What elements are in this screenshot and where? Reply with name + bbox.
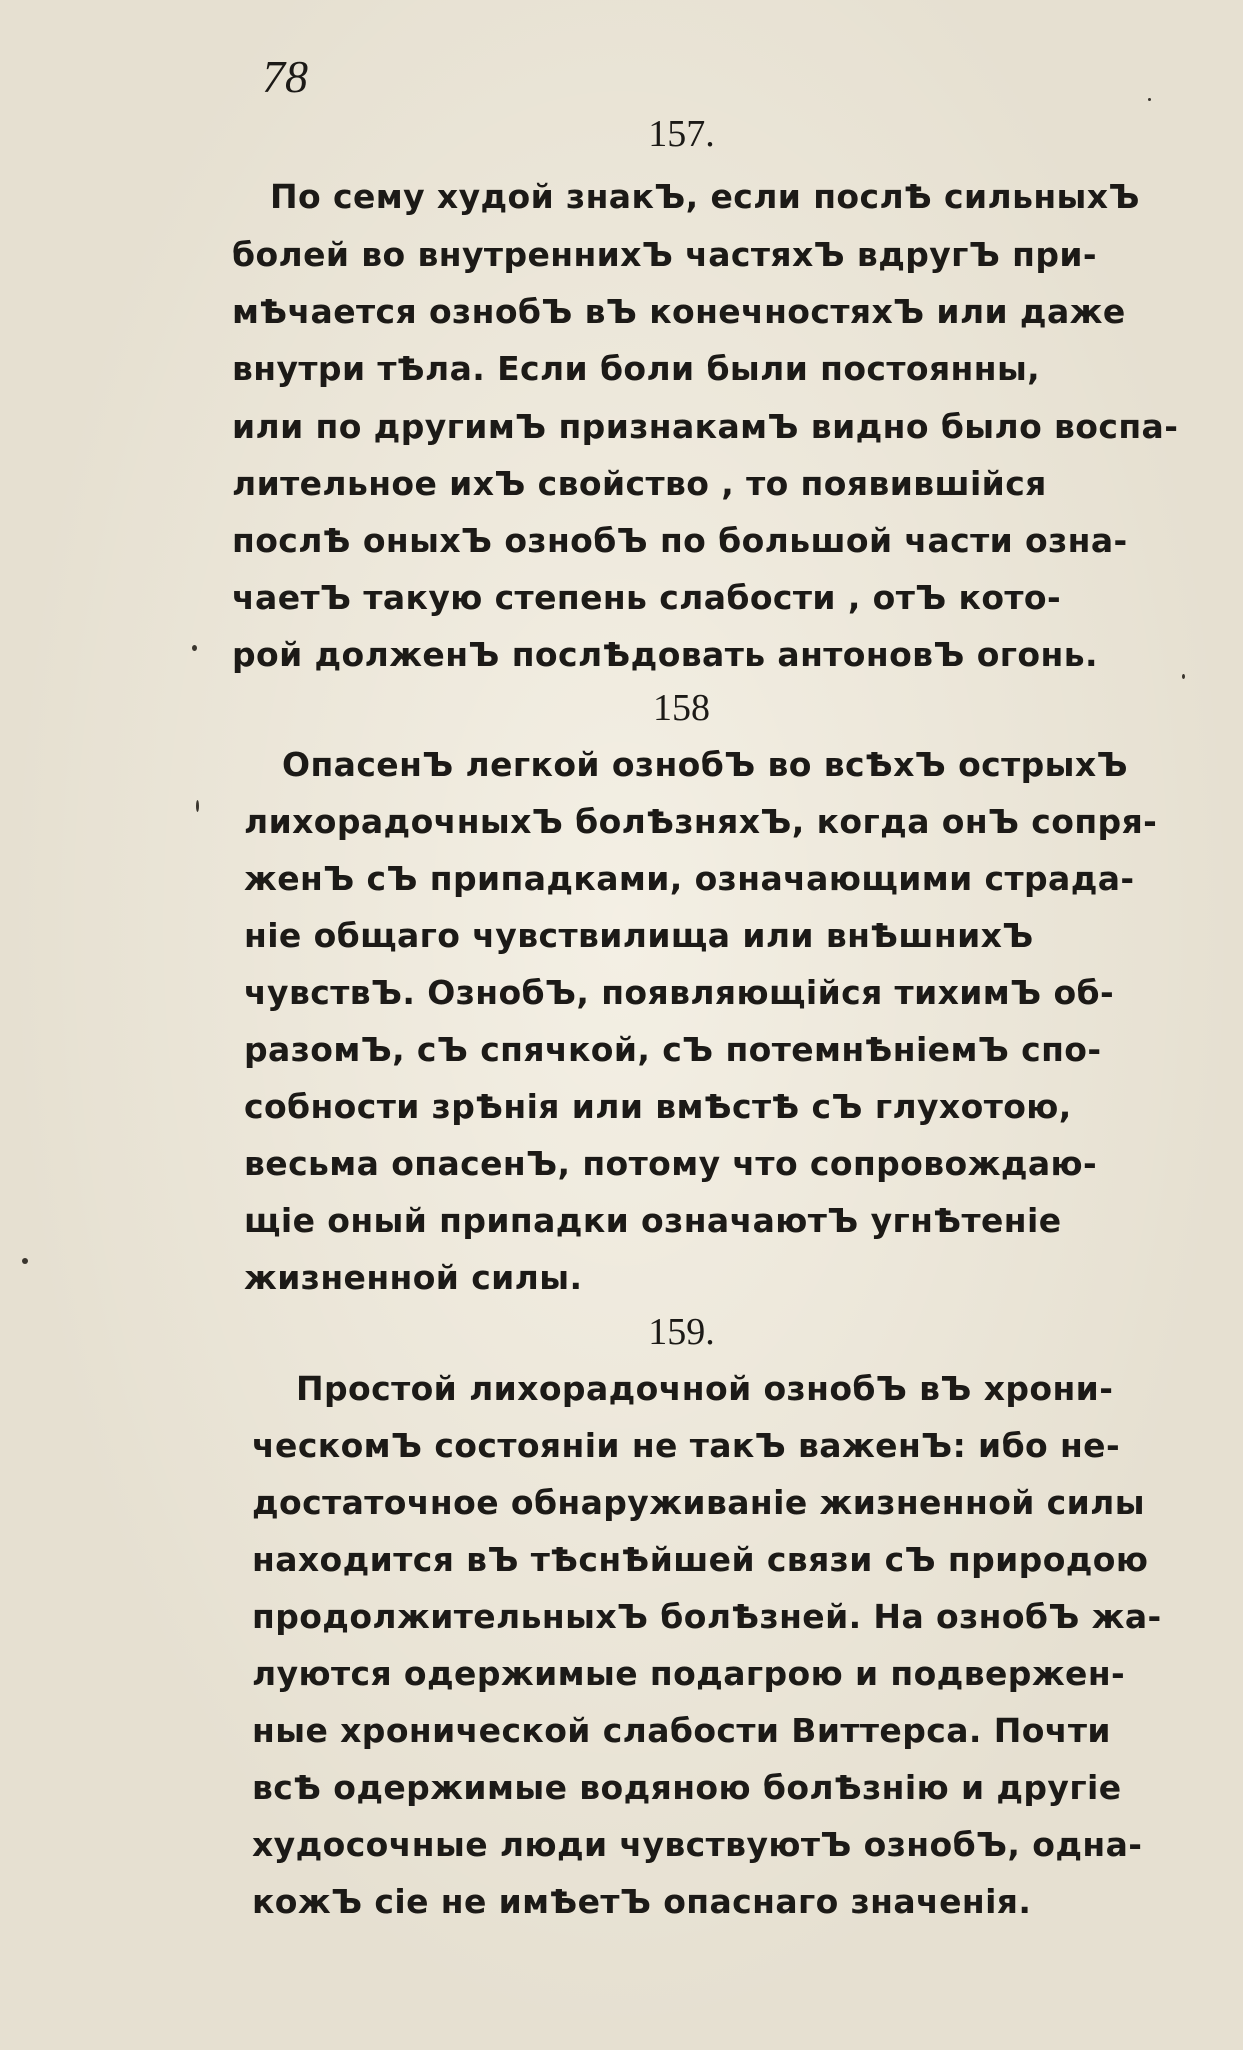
text-line: ческомЪ состояніи не такЪ важенЪ: ибо не- — [252, 1426, 1121, 1465]
text-line: женЪ сЪ припадками, означающими страда- — [244, 859, 1135, 898]
scan-speck — [22, 1258, 28, 1264]
text-line: ОпасенЪ легкой ознобЪ во всѢхЪ острыхЪ — [282, 745, 1128, 784]
text-line: весьма опасенЪ, потому что сопровождаю- — [244, 1144, 1098, 1183]
scan-speck — [1182, 674, 1185, 679]
text-line: По сему худой знакЪ, если послѢ сильныхЪ — [270, 177, 1140, 216]
page-number: 78 — [262, 51, 308, 102]
text-line: ніе общаго чувствилища или внѢшнихЪ — [244, 916, 1034, 955]
text-line: внутри тѢла. Если боли были постоянны, — [232, 349, 1041, 388]
text-line: чаетЪ такую степень слабости , отЪ кото- — [232, 578, 1062, 617]
text-line: луются одержимые подагрою и подвержен- — [252, 1654, 1126, 1693]
text-line: мѢчается ознобЪ вЪ конечностяхЪ или даже — [232, 292, 1126, 331]
text-line: рой долженЪ послѢдовать антоновЪ огонь. — [232, 635, 1098, 674]
text-line: ные хронической слабости Виттерса. Почти — [252, 1711, 1111, 1750]
text-line: или по другимЪ признакамЪ видно было воспа- — [232, 407, 1179, 446]
text-line: находится вЪ тѢснѢйшей связи сЪ природою — [252, 1540, 1149, 1579]
text-line: всѢ одержимые водяною болѢзнію и другіе — [252, 1768, 1122, 1807]
text-line: послѢ оныхЪ ознобЪ по большой части озна- — [232, 521, 1128, 560]
text-line: достаточное обнаруживаніе жизненной силы — [252, 1483, 1145, 1522]
section-number: 157. — [648, 113, 715, 155]
text-line: разомЪ, сЪ спячкой, сЪ потемнѢніемЪ спо- — [244, 1030, 1102, 1069]
text-line: чувствЪ. ОзнобЪ, появляющійся тихимЪ об- — [244, 973, 1115, 1012]
scan-speck — [192, 645, 197, 651]
text-line: болей во внутреннихЪ частяхЪ вдругЪ при- — [232, 235, 1097, 274]
text-line: продолжительныхЪ болѢзней. На ознобЪ жа- — [252, 1597, 1162, 1636]
text-line: лительное ихЪ свойство , то появившійся — [232, 464, 1047, 503]
text-line: жизненной силы. — [244, 1258, 583, 1297]
text-line: Простой лихорадочной ознобЪ вЪ хрони- — [296, 1369, 1114, 1408]
text-line: собности зрѢнія или вмѢстѢ сЪ глухотою, — [244, 1087, 1072, 1126]
section-number: 158 — [653, 687, 710, 729]
text-line: лихорадочныхЪ болѢзняхЪ, когда онЪ сопря- — [244, 802, 1158, 841]
section-number: 159. — [648, 1311, 715, 1353]
scan-speck — [1148, 98, 1151, 101]
text-line: худосочные люди чувствуютЪ ознобЪ, одна- — [252, 1825, 1143, 1864]
text-line: кожЪ сіе не имѢетЪ опаснаго значенія. — [252, 1882, 1032, 1921]
scan-speck — [196, 800, 199, 812]
text-line: щіе оный припадки означаютЪ угнѢтеніе — [244, 1201, 1062, 1240]
